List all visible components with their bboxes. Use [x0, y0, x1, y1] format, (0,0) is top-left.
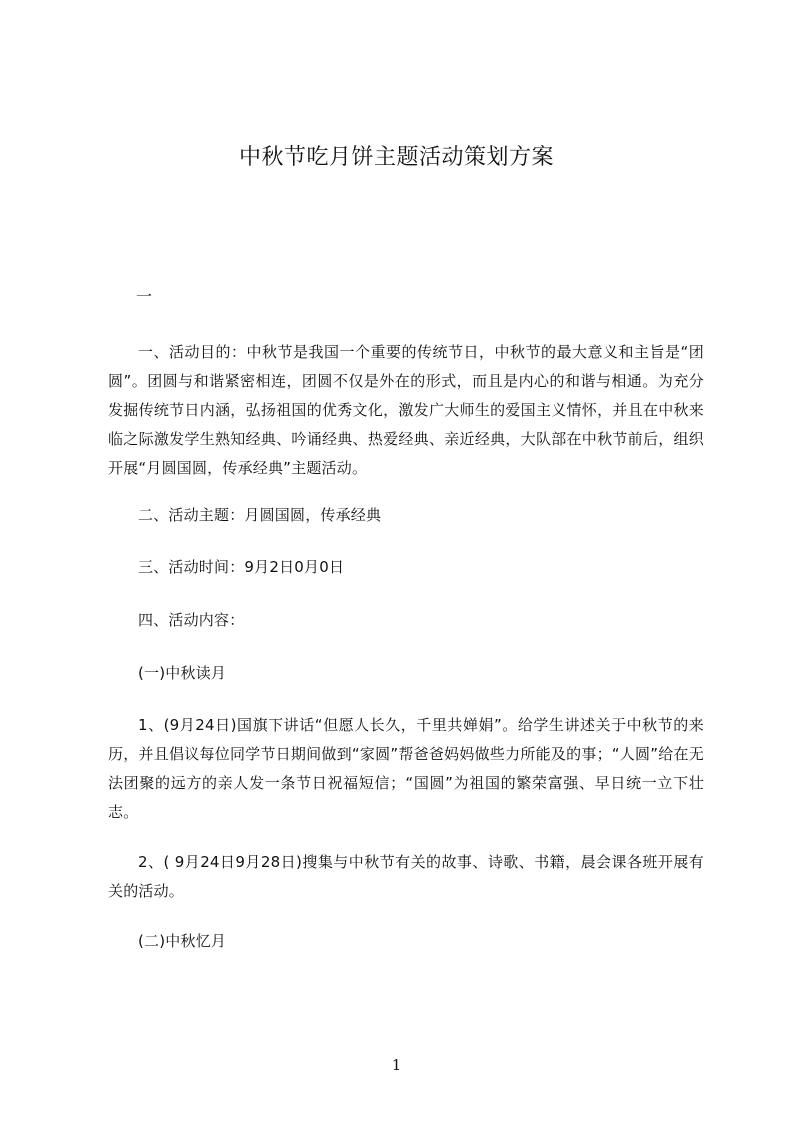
- paragraph-item-1: 1、(9月24日)国旗下讲话“但愿人长久，千里共婵娟”。给学生讲述关于中秋节的来历，并且倡议每位同学节日期间做到“家圆”帮爸爸妈妈做些力所能及的事；“人圆”给在无法团聚的远方的亲人发一条节日祝福短信；“国圆”为祖国的繁荣富强、早日统一立下壮志。: [108, 716, 704, 821]
- paragraph-subsection-remembering-moon: (二)中秋忆月: [138, 932, 227, 950]
- paragraph-activity-time: 三、活动时间：9月2日0月0日: [138, 558, 345, 576]
- paragraph-activity-theme: 二、活动主题：月圆国圆，传承经典: [138, 506, 382, 524]
- paragraph-activity-purpose: 一、活动目的：中秋节是我国一个重要的传统节日，中秋节的最大意义和主旨是“团圆”。团圆与和谐紧密相连，团圆不仅是外在的形式，而且是内心的和谐与相通。为充分发掘传统节日内涵，弘扬祖国的优秀文化，激发广大师生的爱国主义情怀，并且在中秋来临之际激发学生熟知经典、吟诵经典、热爱经典、亲近经典，大队部在中秋节前后，组织开展“月圆国圆，传承经典”主题活动。: [108, 343, 704, 477]
- paragraph-activity-content: 四、活动内容：: [138, 611, 245, 629]
- page-number: 1: [391, 1056, 402, 1074]
- document-title: 中秋节吃月饼主题活动策划方案: [238, 145, 554, 170]
- section-number: 一: [136, 287, 153, 306]
- paragraph-item-2: 2、( 9月24日9月28日)搜集与中秋节有关的故事、诗歌、书籍，晨会课各班开展有关的活动。: [108, 853, 704, 900]
- paragraph-subsection-reading-moon: (一)中秋读月: [138, 664, 227, 682]
